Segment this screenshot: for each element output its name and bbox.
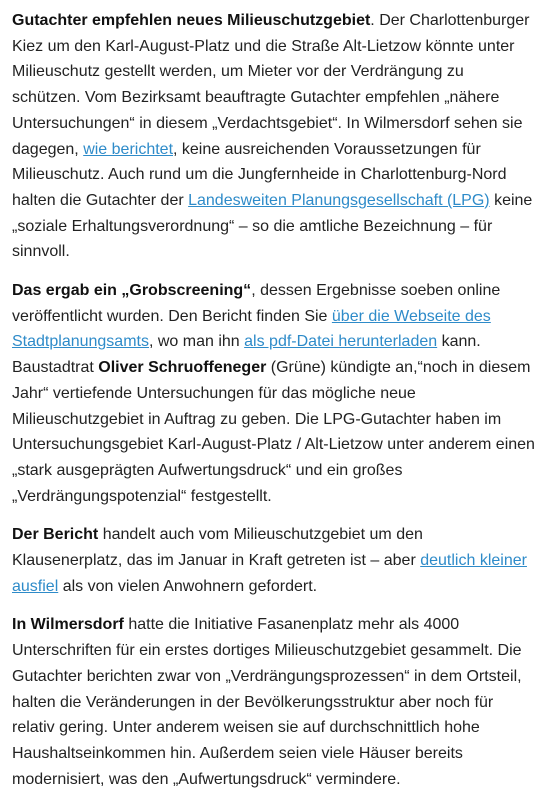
paragraph-text: handelt auch vom Milieuschutzgebiet um den Klausenerplatz, das im Januar in Kraft getreten ist – aber: [12, 526, 423, 570]
link-lpg[interactable]: Landesweiten Planungsgesellschaft (LPG): [188, 191, 490, 209]
paragraph-text: , dessen Ergebnisse soeben online veröffentlicht wurden. Den Bericht finden Sie: [12, 282, 501, 325]
paragraph-text: als von vielen Anwohnern gefordert.: [58, 577, 318, 595]
paragraph-text: keine „soziale Erhaltungsverordnung“ – so die amtliche Bezeichnung – für sinnvoll.: [12, 191, 533, 261]
paragraph-lead: In Wilmersdorf: [12, 616, 124, 634]
paragraph-text: , wo man ihn: [148, 333, 245, 351]
paragraph-lead: Das ergab ein „Grobscreening“: [12, 282, 252, 300]
paragraph-lead: Gutachter empfehlen neues Milieuschutzgebiet: [12, 12, 371, 29]
link-deutlich-kleiner[interactable]: deutlich kleiner ausfiel: [12, 552, 527, 595]
paragraph-text: . Der Charlottenburger Kiez um den Karl-August-Platz und die Straße Alt-Lietzow könnte unter Milieuschutz gestellt werden, um Mieter vor der Verdrängung zu schützen. Vom Bezirksamt beauftragte Gutachter empfehlen „nähere Untersuchungen“ in diesem „Verdachtsgebiet“. In Wilmersdorf sehen sie dagegen,: [12, 12, 530, 158]
paragraph-wilmersdorf: [12, 612, 535, 792]
paragraph-text: , keine ausreichenden Voraussetzungen für Milieuschutz. Auch rund um die Jungfernheide in Charlottenburg-Nord halten die Gutachter der: [12, 140, 507, 209]
person-name: Oliver Schruoffeneger: [98, 359, 267, 377]
link-pdf-download[interactable]: als pdf-Datei herunterladen: [244, 333, 438, 351]
paragraph-grobscreening: [12, 278, 535, 509]
link-stadtplanungsamt[interactable]: über die Webseite des Stadtplanungsamts: [12, 307, 491, 351]
paragraph-text: (Grüne) kündigte an,“noch in diesem Jahr“ vertiefende Untersuchungen für das mögliche neue Milieuschutzgebiet in Auftrag zu geben. Die LPG-Gutachter haben im Untersuchungsgebiet Karl-August-Platz / Alt-Lietzow unter anderem einen „stark ausgeprägten Aufwertungsdruck“ und ein großes „Verdrängungspotenzial“ festgestellt.: [12, 359, 535, 505]
paragraph-lead: Der Bericht: [12, 526, 99, 544]
paragraph-text: kann. Baustadtrat: [12, 333, 481, 377]
link-wie-berichtet[interactable]: wie berichtet: [83, 140, 174, 158]
paragraph-bericht: [12, 522, 535, 599]
paragraph-text: hatte die Initiative Fasanenplatz mehr als 4000 Unterschriften für ein erstes dortiges Milieuschutzgebiet gesammelt. Die Gutachter berichten zwar von „Verdrängungsprozessen“ in dem Ortsteil, halten die Veränderungen in der Bevölkerungsstruktur aber noch für relativ gering. Unter anderem weisen sie auf durchschnittlich hohe Haushaltseinkommen hin. Außerdem seien viele Häuser bereits modernisiert, was den „Aufwertungsdruck“ vermindere.: [12, 616, 522, 788]
paragraph-gutachter: [12, 8, 535, 265]
